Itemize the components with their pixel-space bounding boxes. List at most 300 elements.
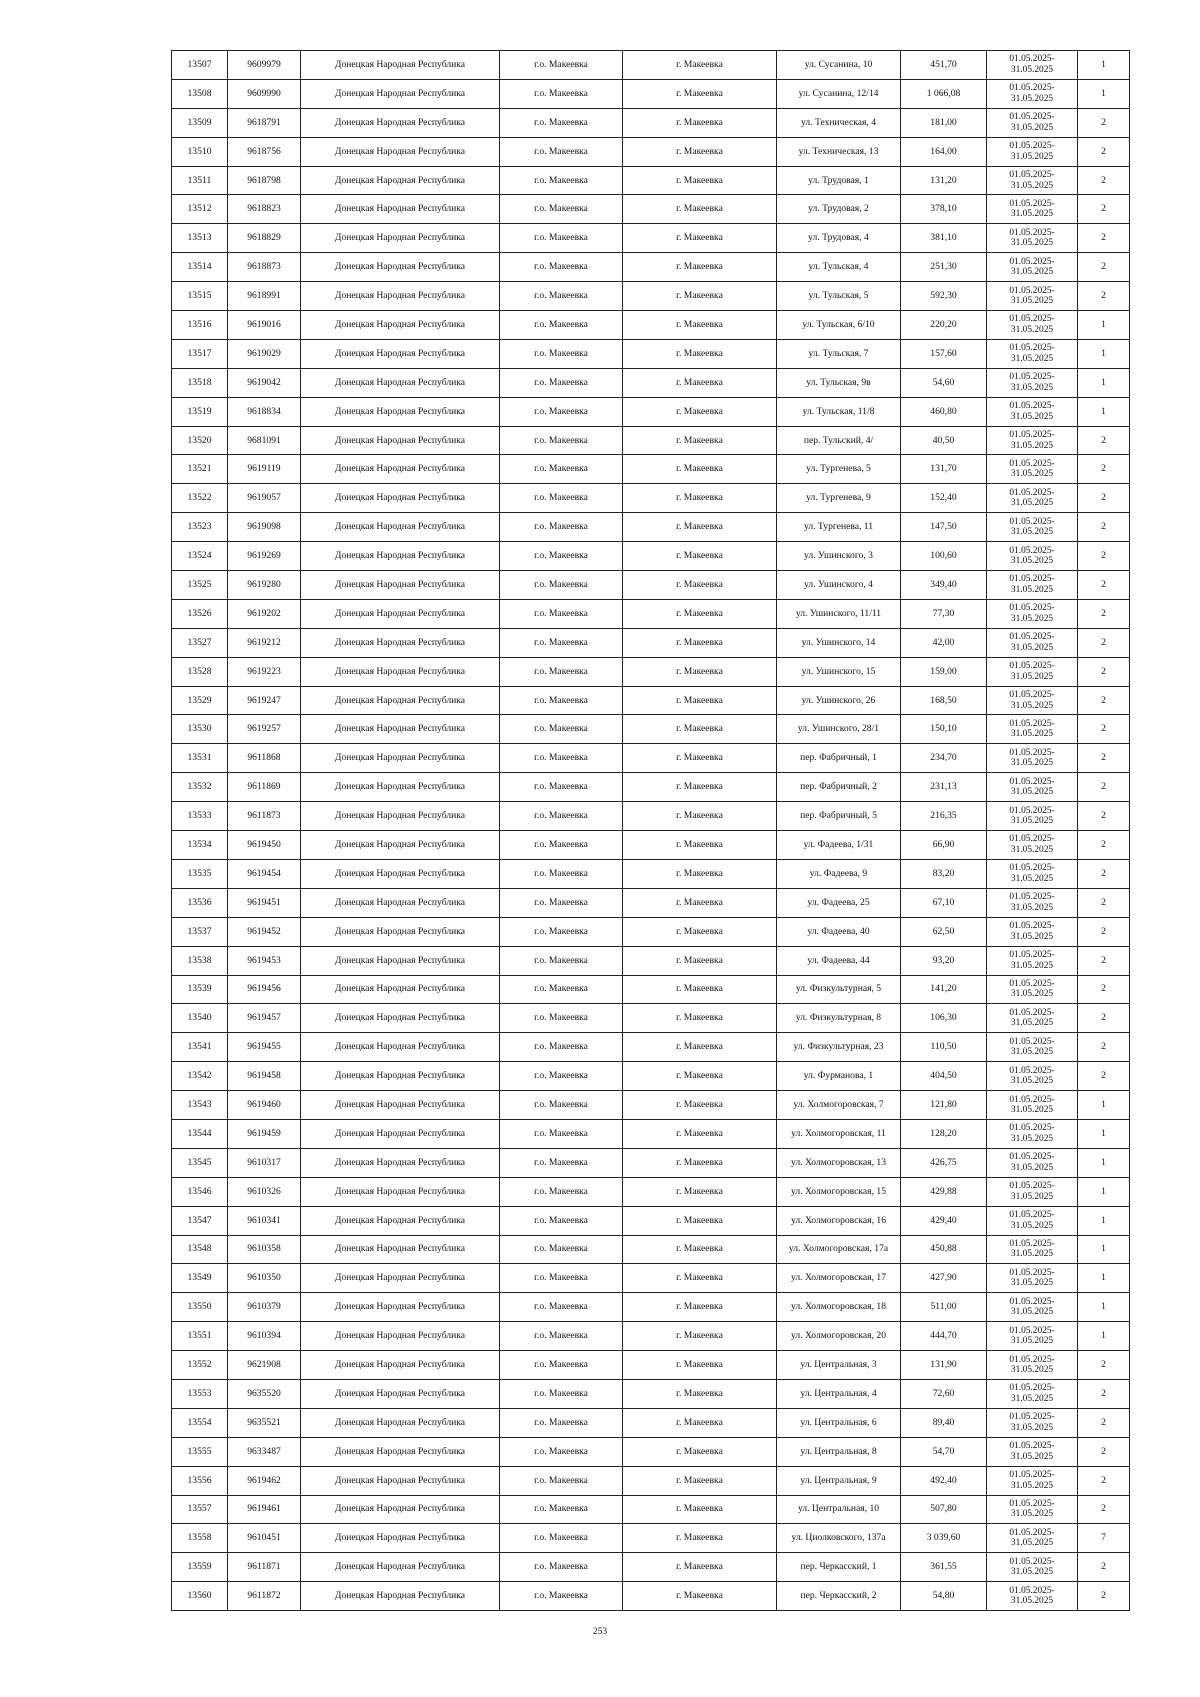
city-cell: г. Макеевка: [623, 397, 777, 426]
count-cell: 2: [1078, 657, 1130, 686]
period-cell: 01.05.2025-31.05.2025: [987, 917, 1078, 946]
row-number-cell: 13517: [172, 339, 228, 368]
region-cell: Донецкая Народная Республика: [301, 1091, 500, 1120]
records-table-body: [172, 51, 1130, 1611]
table-row: [172, 946, 1130, 975]
row-number-cell: 13545: [172, 1148, 228, 1177]
count-cell: 2: [1078, 166, 1130, 195]
area-cell: 451,70: [901, 51, 987, 80]
region-cell: Донецкая Народная Республика: [301, 859, 500, 888]
city-cell: г. Макеевка: [623, 917, 777, 946]
object-code-cell: 9619453: [228, 946, 301, 975]
region-cell: Донецкая Народная Республика: [301, 79, 500, 108]
region-cell: Донецкая Народная Республика: [301, 368, 500, 397]
address-cell: ул. Трудовая, 1: [777, 166, 901, 195]
table-row: [172, 686, 1130, 715]
city-cell: г. Макеевка: [623, 1293, 777, 1322]
region-cell: Донецкая Народная Республика: [301, 1466, 500, 1495]
region-cell: Донецкая Народная Республика: [301, 715, 500, 744]
count-cell: 2: [1078, 1062, 1130, 1091]
district-cell: г.о. Макеевка: [500, 253, 623, 282]
area-cell: 147,50: [901, 513, 987, 542]
district-cell: г.о. Макеевка: [500, 1033, 623, 1062]
period-cell: 01.05.2025-31.05.2025: [987, 311, 1078, 340]
period-cell: 01.05.2025-31.05.2025: [987, 1091, 1078, 1120]
object-code-cell: 9610358: [228, 1235, 301, 1264]
district-cell: г.о. Макеевка: [500, 455, 623, 484]
count-cell: 2: [1078, 137, 1130, 166]
region-cell: Донецкая Народная Республика: [301, 339, 500, 368]
city-cell: г. Макеевка: [623, 686, 777, 715]
period-cell: 01.05.2025-31.05.2025: [987, 339, 1078, 368]
area-cell: 429,88: [901, 1177, 987, 1206]
region-cell: Донецкая Народная Республика: [301, 1379, 500, 1408]
object-code-cell: 9619212: [228, 628, 301, 657]
area-cell: 159,00: [901, 657, 987, 686]
region-cell: Донецкая Народная Республика: [301, 975, 500, 1004]
district-cell: г.о. Макеевка: [500, 166, 623, 195]
period-cell: 01.05.2025-31.05.2025: [987, 195, 1078, 224]
period-cell: 01.05.2025-31.05.2025: [987, 1033, 1078, 1062]
period-cell: 01.05.2025-31.05.2025: [987, 946, 1078, 975]
object-code-cell: 9618798: [228, 166, 301, 195]
period-cell: 01.05.2025-31.05.2025: [987, 1062, 1078, 1091]
table-row: [172, 975, 1130, 1004]
city-cell: г. Макеевка: [623, 253, 777, 282]
region-cell: Донецкая Народная Республика: [301, 137, 500, 166]
object-code-cell: 9619450: [228, 831, 301, 860]
row-number-cell: 13547: [172, 1206, 228, 1235]
region-cell: Донецкая Народная Республика: [301, 686, 500, 715]
count-cell: 1: [1078, 51, 1130, 80]
object-code-cell: 9610326: [228, 1177, 301, 1206]
district-cell: г.о. Макеевка: [500, 1235, 623, 1264]
period-cell: 01.05.2025-31.05.2025: [987, 1379, 1078, 1408]
district-cell: г.о. Макеевка: [500, 137, 623, 166]
count-cell: 2: [1078, 282, 1130, 311]
count-cell: 2: [1078, 917, 1130, 946]
area-cell: 89,40: [901, 1408, 987, 1437]
city-cell: г. Макеевка: [623, 1235, 777, 1264]
region-cell: Донецкая Народная Республика: [301, 166, 500, 195]
district-cell: г.о. Макеевка: [500, 744, 623, 773]
address-cell: ул. Циолковского, 137а: [777, 1524, 901, 1553]
city-cell: г. Макеевка: [623, 1206, 777, 1235]
object-code-cell: 9619042: [228, 368, 301, 397]
region-cell: Донецкая Народная Республика: [301, 397, 500, 426]
district-cell: г.о. Макеевка: [500, 1466, 623, 1495]
address-cell: ул. Физкультурная, 8: [777, 1004, 901, 1033]
row-number-cell: 13537: [172, 917, 228, 946]
row-number-cell: 13520: [172, 426, 228, 455]
city-cell: г. Макеевка: [623, 1091, 777, 1120]
city-cell: г. Макеевка: [623, 628, 777, 657]
area-cell: 62,50: [901, 917, 987, 946]
district-cell: г.о. Макеевка: [500, 224, 623, 253]
object-code-cell: 9618873: [228, 253, 301, 282]
period-cell: 01.05.2025-31.05.2025: [987, 1408, 1078, 1437]
area-cell: 404,50: [901, 1062, 987, 1091]
table-row: [172, 1293, 1130, 1322]
count-cell: 7: [1078, 1524, 1130, 1553]
address-cell: пер. Фабричный, 5: [777, 802, 901, 831]
region-cell: Донецкая Народная Республика: [301, 484, 500, 513]
period-cell: 01.05.2025-31.05.2025: [987, 686, 1078, 715]
address-cell: ул. Холмогоровская, 11: [777, 1119, 901, 1148]
row-number-cell: 13560: [172, 1582, 228, 1611]
city-cell: г. Макеевка: [623, 1351, 777, 1380]
area-cell: 492,40: [901, 1466, 987, 1495]
area-cell: 181,00: [901, 108, 987, 137]
region-cell: Донецкая Народная Республика: [301, 1582, 500, 1611]
table-row: [172, 542, 1130, 571]
area-cell: 83,20: [901, 859, 987, 888]
district-cell: г.о. Макеевка: [500, 426, 623, 455]
city-cell: г. Макеевка: [623, 1437, 777, 1466]
object-code-cell: 9619202: [228, 599, 301, 628]
region-cell: Донецкая Народная Республика: [301, 831, 500, 860]
row-number-cell: 13556: [172, 1466, 228, 1495]
period-cell: 01.05.2025-31.05.2025: [987, 831, 1078, 860]
count-cell: 1: [1078, 339, 1130, 368]
area-cell: 1 066,08: [901, 79, 987, 108]
area-cell: 54,70: [901, 1437, 987, 1466]
city-cell: г. Макеевка: [623, 1004, 777, 1033]
table-row: [172, 1408, 1130, 1437]
object-code-cell: 9610317: [228, 1148, 301, 1177]
count-cell: 2: [1078, 224, 1130, 253]
address-cell: ул. Фадеева, 9: [777, 859, 901, 888]
address-cell: ул. Ушинского, 11/11: [777, 599, 901, 628]
object-code-cell: 9611868: [228, 744, 301, 773]
region-cell: Донецкая Народная Республика: [301, 744, 500, 773]
address-cell: пер. Черкасский, 2: [777, 1582, 901, 1611]
table-row: [172, 513, 1130, 542]
period-cell: 01.05.2025-31.05.2025: [987, 1524, 1078, 1553]
region-cell: Донецкая Народная Республика: [301, 773, 500, 802]
object-code-cell: 9619029: [228, 339, 301, 368]
period-cell: 01.05.2025-31.05.2025: [987, 1582, 1078, 1611]
period-cell: 01.05.2025-31.05.2025: [987, 773, 1078, 802]
city-cell: г. Макеевка: [623, 1264, 777, 1293]
area-cell: 141,20: [901, 975, 987, 1004]
table-row: [172, 1466, 1130, 1495]
region-cell: Донецкая Народная Республика: [301, 628, 500, 657]
area-cell: 216,35: [901, 802, 987, 831]
address-cell: ул. Ушинского, 15: [777, 657, 901, 686]
period-cell: 01.05.2025-31.05.2025: [987, 1206, 1078, 1235]
object-code-cell: 9633487: [228, 1437, 301, 1466]
row-number-cell: 13531: [172, 744, 228, 773]
region-cell: Донецкая Народная Республика: [301, 513, 500, 542]
region-cell: Донецкая Народная Республика: [301, 253, 500, 282]
address-cell: ул. Ушинского, 28/1: [777, 715, 901, 744]
table-row: [172, 282, 1130, 311]
district-cell: г.о. Макеевка: [500, 657, 623, 686]
region-cell: Донецкая Народная Республика: [301, 224, 500, 253]
area-cell: 54,80: [901, 1582, 987, 1611]
district-cell: г.о. Макеевка: [500, 1495, 623, 1524]
object-code-cell: 9618756: [228, 137, 301, 166]
count-cell: 2: [1078, 802, 1130, 831]
row-number-cell: 13516: [172, 311, 228, 340]
object-code-cell: 9619462: [228, 1466, 301, 1495]
address-cell: ул. Холмогоровская, 18: [777, 1293, 901, 1322]
area-cell: 251,30: [901, 253, 987, 282]
count-cell: 1: [1078, 1091, 1130, 1120]
region-cell: Донецкая Народная Республика: [301, 1293, 500, 1322]
count-cell: 1: [1078, 1119, 1130, 1148]
count-cell: 1: [1078, 397, 1130, 426]
table-row: [172, 455, 1130, 484]
area-cell: 110,50: [901, 1033, 987, 1062]
table-row: [172, 1553, 1130, 1582]
count-cell: 2: [1078, 108, 1130, 137]
table-row: [172, 51, 1130, 80]
district-cell: г.о. Макеевка: [500, 975, 623, 1004]
region-cell: Донецкая Народная Республика: [301, 455, 500, 484]
district-cell: г.о. Макеевка: [500, 1524, 623, 1553]
period-cell: 01.05.2025-31.05.2025: [987, 224, 1078, 253]
address-cell: ул. Центральная, 4: [777, 1379, 901, 1408]
row-number-cell: 13515: [172, 282, 228, 311]
address-cell: ул. Центральная, 10: [777, 1495, 901, 1524]
period-cell: 01.05.2025-31.05.2025: [987, 542, 1078, 571]
region-cell: Донецкая Народная Республика: [301, 1524, 500, 1553]
address-cell: ул. Холмогоровская, 17а: [777, 1235, 901, 1264]
row-number-cell: 13523: [172, 513, 228, 542]
row-number-cell: 13558: [172, 1524, 228, 1553]
period-cell: 01.05.2025-31.05.2025: [987, 282, 1078, 311]
address-cell: ул. Ушинского, 26: [777, 686, 901, 715]
district-cell: г.о. Макеевка: [500, 831, 623, 860]
row-number-cell: 13509: [172, 108, 228, 137]
period-cell: 01.05.2025-31.05.2025: [987, 1004, 1078, 1033]
region-cell: Донецкая Народная Республика: [301, 1177, 500, 1206]
period-cell: 01.05.2025-31.05.2025: [987, 1322, 1078, 1351]
address-cell: ул. Тургенева, 5: [777, 455, 901, 484]
object-code-cell: 9635521: [228, 1408, 301, 1437]
row-number-cell: 13557: [172, 1495, 228, 1524]
area-cell: 77,30: [901, 599, 987, 628]
district-cell: г.о. Макеевка: [500, 628, 623, 657]
count-cell: 2: [1078, 542, 1130, 571]
table-row: [172, 744, 1130, 773]
object-code-cell: 9619461: [228, 1495, 301, 1524]
city-cell: г. Макеевка: [623, 859, 777, 888]
object-code-cell: 9609990: [228, 79, 301, 108]
object-code-cell: 9609979: [228, 51, 301, 80]
object-code-cell: 9611871: [228, 1553, 301, 1582]
address-cell: ул. Тульская, 5: [777, 282, 901, 311]
city-cell: г. Макеевка: [623, 426, 777, 455]
city-cell: г. Макеевка: [623, 946, 777, 975]
district-cell: г.о. Макеевка: [500, 311, 623, 340]
address-cell: ул. Холмогоровская, 15: [777, 1177, 901, 1206]
row-number-cell: 13526: [172, 599, 228, 628]
area-cell: 349,40: [901, 571, 987, 600]
period-cell: 01.05.2025-31.05.2025: [987, 657, 1078, 686]
district-cell: г.о. Макеевка: [500, 946, 623, 975]
object-code-cell: 9619459: [228, 1119, 301, 1148]
row-number-cell: 13533: [172, 802, 228, 831]
address-cell: пер. Черкасский, 1: [777, 1553, 901, 1582]
row-number-cell: 13535: [172, 859, 228, 888]
row-number-cell: 13549: [172, 1264, 228, 1293]
object-code-cell: 9619458: [228, 1062, 301, 1091]
count-cell: 2: [1078, 1437, 1130, 1466]
count-cell: 2: [1078, 571, 1130, 600]
region-cell: Донецкая Народная Республика: [301, 1062, 500, 1091]
count-cell: 2: [1078, 1004, 1130, 1033]
object-code-cell: 9619457: [228, 1004, 301, 1033]
count-cell: 2: [1078, 253, 1130, 282]
object-code-cell: 9611872: [228, 1582, 301, 1611]
city-cell: г. Макеевка: [623, 1495, 777, 1524]
object-code-cell: 9611873: [228, 802, 301, 831]
address-cell: ул. Фурманова, 1: [777, 1062, 901, 1091]
city-cell: г. Макеевка: [623, 1148, 777, 1177]
area-cell: 100,60: [901, 542, 987, 571]
area-cell: 361,55: [901, 1553, 987, 1582]
region-cell: Донецкая Народная Республика: [301, 599, 500, 628]
period-cell: 01.05.2025-31.05.2025: [987, 253, 1078, 282]
count-cell: 2: [1078, 975, 1130, 1004]
city-cell: г. Макеевка: [623, 137, 777, 166]
city-cell: г. Макеевка: [623, 1322, 777, 1351]
row-number-cell: 13540: [172, 1004, 228, 1033]
address-cell: ул. Фадеева, 40: [777, 917, 901, 946]
row-number-cell: 13552: [172, 1351, 228, 1380]
city-cell: г. Макеевка: [623, 484, 777, 513]
region-cell: Донецкая Народная Республика: [301, 917, 500, 946]
object-code-cell: 9681091: [228, 426, 301, 455]
address-cell: пер. Фабричный, 2: [777, 773, 901, 802]
row-number-cell: 13541: [172, 1033, 228, 1062]
row-number-cell: 13529: [172, 686, 228, 715]
district-cell: г.о. Макеевка: [500, 1322, 623, 1351]
city-cell: г. Макеевка: [623, 773, 777, 802]
address-cell: ул. Холмогоровская, 7: [777, 1091, 901, 1120]
count-cell: 2: [1078, 1351, 1130, 1380]
region-cell: Донецкая Народная Республика: [301, 1437, 500, 1466]
period-cell: 01.05.2025-31.05.2025: [987, 1119, 1078, 1148]
count-cell: 2: [1078, 946, 1130, 975]
table-row: [172, 917, 1130, 946]
address-cell: ул. Тульская, 4: [777, 253, 901, 282]
row-number-cell: 13512: [172, 195, 228, 224]
city-cell: г. Макеевка: [623, 311, 777, 340]
region-cell: Донецкая Народная Республика: [301, 195, 500, 224]
region-cell: Донецкая Народная Республика: [301, 426, 500, 455]
district-cell: г.о. Макеевка: [500, 1437, 623, 1466]
area-cell: 93,20: [901, 946, 987, 975]
city-cell: г. Макеевка: [623, 715, 777, 744]
city-cell: г. Макеевка: [623, 542, 777, 571]
row-number-cell: 13527: [172, 628, 228, 657]
count-cell: 2: [1078, 195, 1130, 224]
district-cell: г.о. Макеевка: [500, 571, 623, 600]
address-cell: ул. Ушинского, 4: [777, 571, 901, 600]
table-row: [172, 166, 1130, 195]
table-row: [172, 224, 1130, 253]
row-number-cell: 13524: [172, 542, 228, 571]
row-number-cell: 13554: [172, 1408, 228, 1437]
city-cell: г. Макеевка: [623, 1177, 777, 1206]
city-cell: г. Макеевка: [623, 888, 777, 917]
city-cell: г. Макеевка: [623, 1582, 777, 1611]
period-cell: 01.05.2025-31.05.2025: [987, 1177, 1078, 1206]
address-cell: ул. Сусанина, 10: [777, 51, 901, 80]
region-cell: Донецкая Народная Республика: [301, 1408, 500, 1437]
object-code-cell: 9610341: [228, 1206, 301, 1235]
table-row: [172, 426, 1130, 455]
table-row: [172, 1062, 1130, 1091]
region-cell: Донецкая Народная Республика: [301, 1235, 500, 1264]
period-cell: 01.05.2025-31.05.2025: [987, 599, 1078, 628]
object-code-cell: 9619098: [228, 513, 301, 542]
count-cell: 2: [1078, 426, 1130, 455]
table-row: [172, 484, 1130, 513]
address-cell: пер. Тульский, 4/: [777, 426, 901, 455]
object-code-cell: 9619451: [228, 888, 301, 917]
count-cell: 2: [1078, 859, 1130, 888]
area-cell: 427,90: [901, 1264, 987, 1293]
object-code-cell: 9619016: [228, 311, 301, 340]
object-code-cell: 9610451: [228, 1524, 301, 1553]
row-number-cell: 13510: [172, 137, 228, 166]
period-cell: 01.05.2025-31.05.2025: [987, 744, 1078, 773]
row-number-cell: 13525: [172, 571, 228, 600]
object-code-cell: 9618791: [228, 108, 301, 137]
count-cell: 2: [1078, 686, 1130, 715]
period-cell: 01.05.2025-31.05.2025: [987, 571, 1078, 600]
city-cell: г. Макеевка: [623, 224, 777, 253]
address-cell: ул. Фадеева, 44: [777, 946, 901, 975]
row-number-cell: 13551: [172, 1322, 228, 1351]
district-cell: г.о. Макеевка: [500, 1553, 623, 1582]
table-row: [172, 1091, 1130, 1120]
count-cell: 2: [1078, 715, 1130, 744]
table-row: [172, 1495, 1130, 1524]
period-cell: 01.05.2025-31.05.2025: [987, 715, 1078, 744]
region-cell: Донецкая Народная Республика: [301, 1206, 500, 1235]
count-cell: 2: [1078, 1582, 1130, 1611]
table-row: [172, 108, 1130, 137]
object-code-cell: 9619119: [228, 455, 301, 484]
area-cell: 54,60: [901, 368, 987, 397]
table-row: [172, 1264, 1130, 1293]
period-cell: 01.05.2025-31.05.2025: [987, 368, 1078, 397]
district-cell: г.о. Макеевка: [500, 1177, 623, 1206]
area-cell: 131,90: [901, 1351, 987, 1380]
object-code-cell: 9619269: [228, 542, 301, 571]
city-cell: г. Макеевка: [623, 1553, 777, 1582]
address-cell: ул. Тульская, 11/8: [777, 397, 901, 426]
area-cell: 67,10: [901, 888, 987, 917]
address-cell: ул. Техническая, 13: [777, 137, 901, 166]
table-row: [172, 1437, 1130, 1466]
object-code-cell: 9618829: [228, 224, 301, 253]
count-cell: 2: [1078, 831, 1130, 860]
district-cell: г.о. Макеевка: [500, 1408, 623, 1437]
count-cell: 1: [1078, 311, 1130, 340]
count-cell: 2: [1078, 744, 1130, 773]
table-row: [172, 1351, 1130, 1380]
district-cell: г.о. Макеевка: [500, 397, 623, 426]
table-row: [172, 137, 1130, 166]
row-number-cell: 13538: [172, 946, 228, 975]
